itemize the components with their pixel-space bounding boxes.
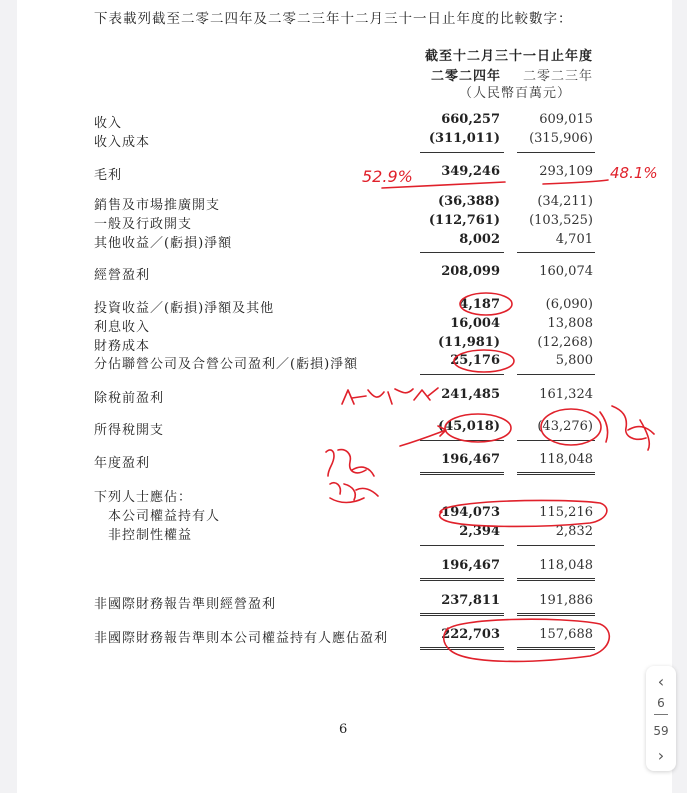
total-double-rule [517,647,595,650]
table-row [0,264,687,282]
intro-text: 下表載列截至二零二四年及二零二三年十二月三十一日止年度的比較數字： [94,11,573,27]
value-2024: 196,467 [441,452,500,467]
value-2024: 196,467 [441,558,500,573]
year-2023-header: 二零二三年 [523,69,594,84]
row-label: 投資收益／(虧損)淨額及其他 [94,301,275,316]
value-2024: 660,257 [441,112,500,127]
total-double-rule [420,647,504,650]
table-row [0,213,687,231]
value-2024: 2,394 [459,524,500,539]
chevron-down-icon: › [657,746,665,765]
subtotal-rule [420,374,504,375]
value-2023: 115,216 [539,505,593,520]
value-2023: 157,688 [539,627,593,642]
value-2024: 208,099 [441,264,500,279]
value-2023: (43,276) [537,419,593,434]
subtotal-rule [420,440,504,441]
table-row [0,297,687,315]
table-row [0,164,687,182]
row-label: 毛利 [94,168,123,183]
value-2024: 4,187 [459,297,500,312]
value-2023: 2,832 [555,524,593,539]
value-2023: 609,015 [539,112,593,127]
row-label: 一般及行政開支 [94,217,193,232]
value-2024: (112,761) [428,213,500,228]
table-row [0,335,687,353]
row-label: 所得稅開支 [94,423,165,438]
table-row [0,505,687,523]
chevron-up-icon: ‹ [657,672,665,691]
subtotal-rule [517,152,595,153]
value-2024: 349,246 [441,164,500,179]
page-divider [654,714,668,715]
row-label: 本公司權益持有人 [108,509,221,524]
value-2024: 222,703 [441,627,500,642]
value-2024: (36,388) [437,194,500,209]
subtotal-rule [420,545,504,546]
table-row [0,194,687,212]
current-page: 6 [657,696,665,710]
value-2023: 293,109 [539,164,593,179]
value-2023: (103,525) [529,213,593,228]
total-double-rule [517,613,595,616]
unit-header: （人民幣百萬元） [459,86,572,101]
table-row [0,232,687,250]
row-label: 經營盈利 [94,268,151,283]
subtotal-rule [420,252,504,253]
total-double-rule [420,613,504,616]
value-2024: (311,011) [428,131,500,146]
value-2024: 8,002 [459,232,500,247]
year-2024-header: 二零二四年 [431,69,502,84]
total-double-rule [517,472,595,475]
total-double-rule [420,578,504,581]
table-row [0,486,687,504]
value-2023: 5,800 [555,353,593,368]
table-row [0,627,687,645]
value-2023: 13,808 [547,316,593,331]
row-label: 除稅前盈利 [94,391,165,406]
value-2024: 241,485 [441,387,500,402]
value-2023: (34,211) [537,194,593,209]
value-2023: 118,048 [539,452,593,467]
row-label: 年度盈利 [94,456,151,471]
value-2023: 160,074 [539,264,593,279]
total-double-rule [517,578,595,581]
row-label: 下列人士應佔： [94,490,193,505]
subtotal-rule [517,440,595,441]
page-number: 6 [339,722,348,737]
value-2024: 194,073 [441,505,500,520]
row-label: 收入 [94,116,123,131]
table-row [0,593,687,611]
row-label: 利息收入 [94,320,151,335]
total-pages: 59 [653,724,669,738]
row-label: 收入成本 [94,135,151,150]
row-label: 非控制性權益 [108,528,193,543]
subtotal-rule [517,374,595,375]
table-row [0,524,687,542]
margin-note-2024: 52.9% [362,167,413,186]
next-page-button[interactable] [646,746,676,766]
subtotal-rule [420,152,504,153]
row-label: 非國際財務報告準則本公司權益持有人應佔盈利 [94,631,389,646]
table-row [0,558,687,576]
value-2024: 237,811 [441,593,500,608]
table-row [0,112,687,130]
prev-page-button[interactable] [646,672,676,692]
period-header: 截至十二月三十一日止年度 [425,49,594,64]
row-label: 分佔聯營公司及合營公司盈利／(虧損)淨額 [94,357,359,372]
table-row [0,419,687,437]
value-2023: 191,886 [539,593,593,608]
row-label: 非國際財務報告準則經營盈利 [94,597,277,612]
subtotal-rule [517,545,595,546]
value-2024: (11,981) [437,335,500,350]
table-row [0,387,687,405]
value-2024: 25,176 [450,353,500,368]
row-label: 財務成本 [94,339,151,354]
subtotal-rule [517,252,595,253]
table-row [0,353,687,371]
table-row [0,452,687,470]
table-row [0,316,687,334]
margin-note-2023: 48.1% [610,164,658,182]
value-2024: 16,004 [450,316,500,331]
value-2023: (12,268) [537,335,593,350]
value-2023: (315,906) [529,131,593,146]
row-label: 其他收益／(虧損)淨額 [94,236,233,251]
value-2023: 4,701 [555,232,593,247]
page-navigator [646,666,676,771]
row-label: 銷售及市場推廣開支 [94,198,221,213]
table-row [0,131,687,149]
total-double-rule [420,472,504,475]
value-2023: 118,048 [539,558,593,573]
value-2023: (6,090) [545,297,593,312]
value-2024: (45,018) [437,419,500,434]
value-2023: 161,324 [539,387,593,402]
